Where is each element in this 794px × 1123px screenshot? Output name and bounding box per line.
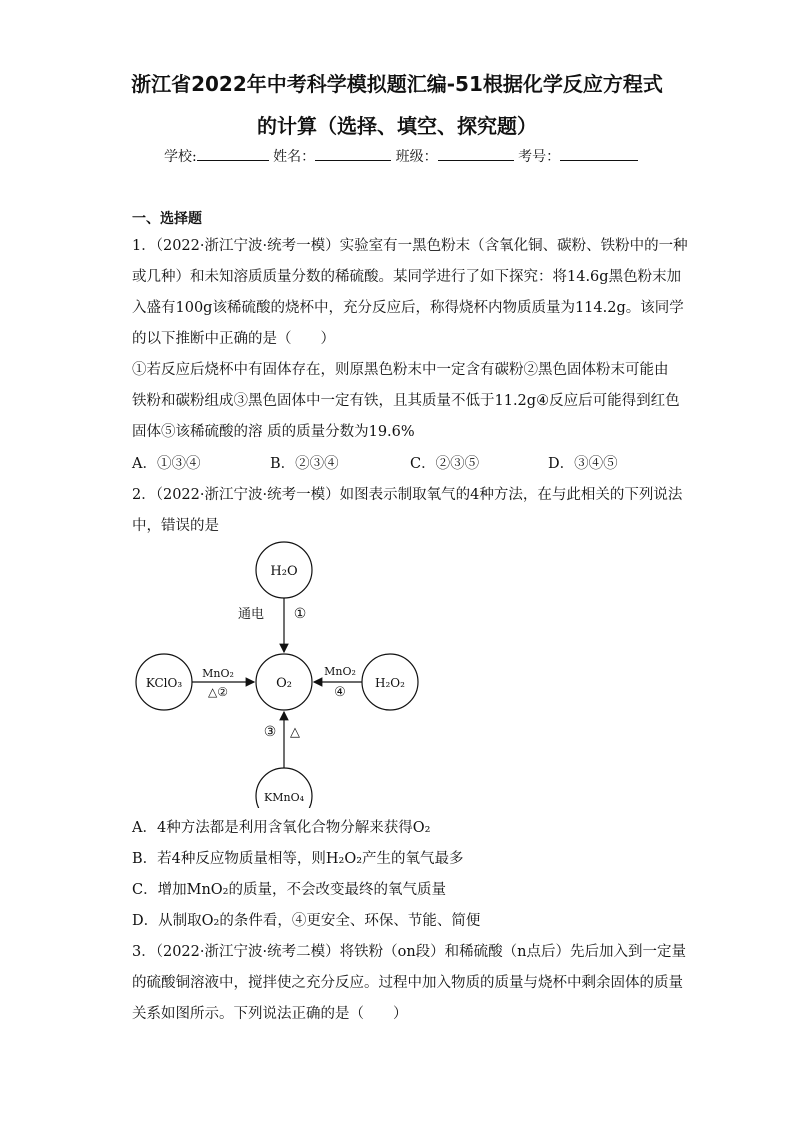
catalyst-left: MnO₂ [202, 667, 234, 680]
q1-line: 入盛有100g该稀硫酸的烧杯中，充分反应后，称得烧杯内物质质量为114.2g。该同学 [132, 300, 684, 316]
catalyst-right: MnO₂ [324, 665, 356, 678]
q1-line: 1．（2022·浙江宁波·统考一模）实验室有一黑色粉末（含氧化铜、碳粉、铁粉中的一种 [132, 238, 688, 254]
q2-line: 2．（2022·浙江宁波·统考一模）如图表示制取氧气的4种方法，在与此相关的下列说法 [132, 487, 683, 503]
school-blank[interactable] [197, 146, 269, 161]
q3-line: 关系如图所示。下列说法正确的是（ ） [132, 1006, 408, 1022]
q3-line: 的硫酸铜溶液中，搅拌使之充分反应。过程中加入物质的质量与烧杯中剩余固体的质量 [132, 975, 683, 991]
name-label: 姓名： [273, 149, 316, 165]
q3-line: 3．（2022·浙江宁波·统考二模）将铁粉（on段）和稀硫酸（n点后）先后加入到一定量 [132, 944, 686, 960]
school-label: 学校: [164, 149, 197, 165]
q1-line: 或几种）和未知溶质质量分数的稀硫酸。某同学进行了如下探究：将14.6g黑色粉末加 [132, 269, 682, 285]
title-line-1: 浙江省2022年中考科学模拟题汇编-51根据化学反应方程式 [131, 72, 663, 96]
kmno4-label: KMnO₄ [264, 791, 304, 804]
q2-option-a[interactable]: A．4种方法都是利用含氧化合物分解来获得O₂ [132, 820, 431, 836]
q1-line: 铁粉和碳粉组成③黑色固体中一定有铁，且其质量不低于11.2g④反应后可能得到红色 [132, 393, 680, 409]
section-heading: 一、选择题 [132, 211, 202, 227]
q2-option-c[interactable]: C．增加MnO₂的质量，不会改变最终的氧气质量 [132, 882, 446, 898]
h2o-label: H₂O [270, 564, 298, 579]
q1-option-c[interactable]: C．②③⑤ [410, 456, 480, 472]
electrolysis-condition: 通电 [237, 607, 264, 622]
number-blank[interactable] [560, 146, 638, 161]
method-4-number: ④ [334, 685, 346, 700]
kclo3-label: KClO₃ [145, 676, 183, 690]
q1-option-d[interactable]: D．③④⑤ [548, 456, 618, 472]
number-label: 考号： [518, 149, 561, 165]
h2o2-label: H₂O₂ [375, 676, 405, 690]
oxygen-methods-diagram [132, 538, 432, 808]
q2-option-d[interactable]: D．从制取O₂的条件看，④更安全、环保、节能、简便 [132, 913, 481, 929]
q1-line: ①若反应后烧杯中有固体存在，则原黑色粉末中一定含有碳粉②黑色固体粉末可能由 [132, 362, 669, 378]
q1-option-b[interactable]: B．②③④ [270, 456, 339, 472]
q1-option-a[interactable]: A．①③④ [132, 456, 201, 472]
q2-line: 中，错误的是 [132, 518, 219, 534]
name-blank[interactable] [315, 146, 391, 161]
q1-line: 的以下推断中正确的是（ ） [132, 331, 335, 347]
o2-label: O₂ [276, 676, 292, 691]
q1-line: 固体⑤该稀硫酸的溶 质的质量分数为19.6% [132, 424, 415, 440]
heat-method-2: △② [208, 685, 228, 699]
heat-method-3: △ [290, 725, 300, 740]
method-1-number: ① [293, 606, 307, 622]
title-line-2: 的计算（选择、填空、探究题） [257, 114, 537, 138]
class-label: 班级： [395, 149, 438, 165]
student-info-row [164, 146, 638, 166]
method-3-number: ③ [263, 724, 277, 740]
q2-option-b[interactable]: B．若4种反应物质量相等，则H₂O₂产生的氧气最多 [132, 851, 464, 867]
class-blank[interactable] [438, 146, 514, 161]
